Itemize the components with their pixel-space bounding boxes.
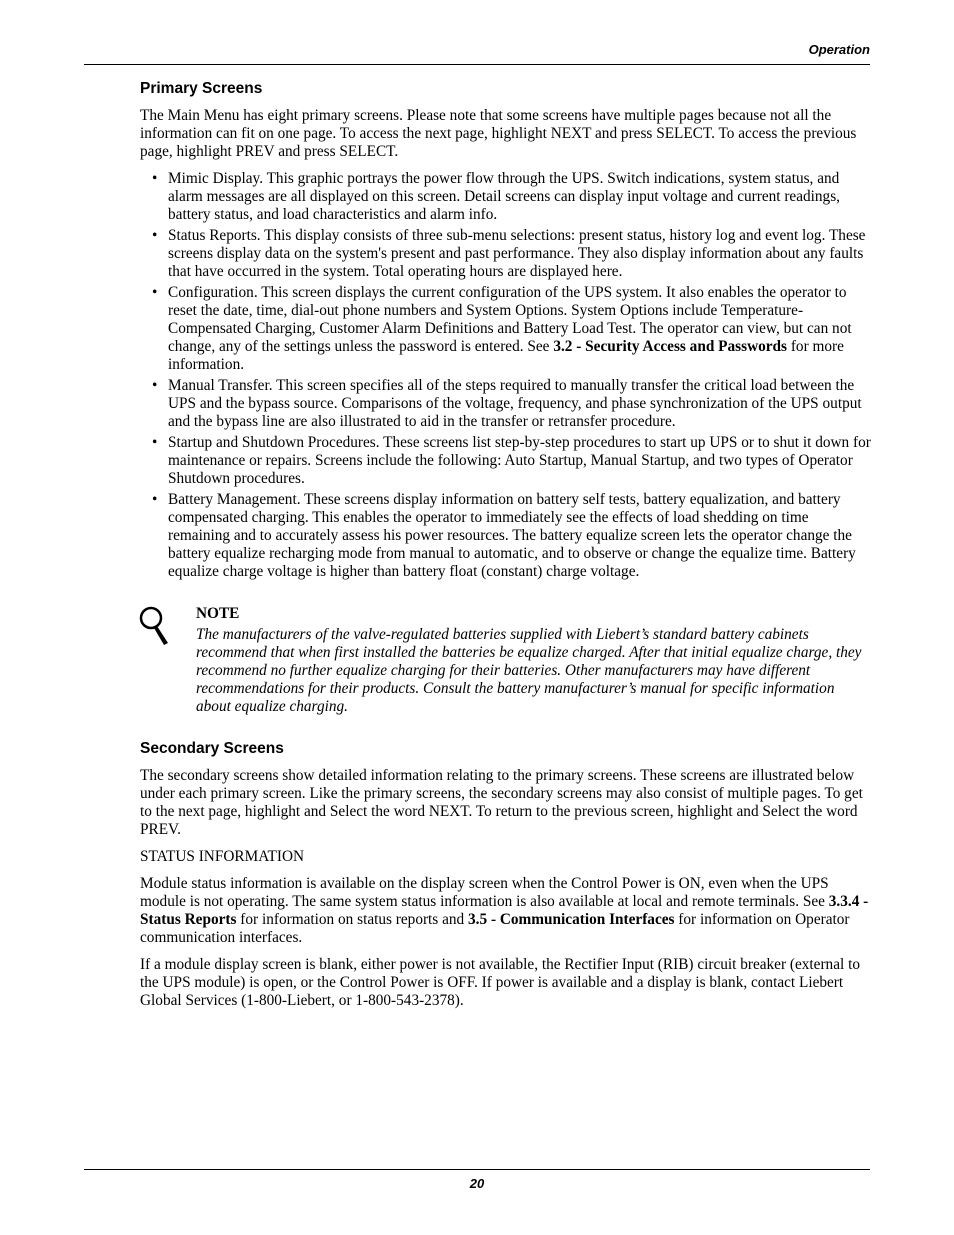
secondary-intro: The secondary screens show detailed information relating to the primary screens. These screens are illustrated below under each primary screen. Like the primary screens, the secondary screens may also consist of multiple pages. To get to the next page, highlight and Select the word NEXT. To return to the previous screen, highlight and Select the word PREV. <box>140 767 863 838</box>
running-header: Operation <box>808 42 870 57</box>
note-text: The manufacturers of the valve-regulated batteries supplied with Liebert’s standard battery cabinets recommend that when first installed the batteries be equalize charged. After that initial equalize charge, they recommend no further equalize charging for their batteries. Other manufacturers may have different recommendations for their products. Consult the battery manufacturer’s manual for specific information about equalize charging. <box>196 626 862 715</box>
list-item: • Manual Transfer. This screen specifies all of the steps required to manually transfer the critical load between the UPS and the bypass source. Comparisons of the voltage, frequency, and phase synchronization of the UPS output and the bypass line are also illustrated to aid in the transfer or retransfer procedure. <box>152 377 862 430</box>
list-item: • Battery Management. These screens display information on battery self tests, battery equalization, and battery compensated charging. This enables the operator to immediately see the effects of load shedding on time remaining and to accurately assess his power resources. The battery equalize screen lets the operator change the battery equalize recharging mode from manual to automatic, and to observe or change the equalize time. Battery equalize charge voltage is higher than battery float (constant) charge voltage. <box>152 491 856 580</box>
list-item: • Configuration. This screen displays the current configuration of the UPS system. It also enables the operator to reset the date, time, dial-out phone numbers and System Options. System Options include Temperature-Compensated Charging, Customer Alarm Definitions and Battery Load Test. The operator can view, but can not change, any of the settings unless the password is entered. See 3.2 - Security Access and Passwords for more information. <box>152 284 852 373</box>
note-box <box>140 605 872 716</box>
magnifier-icon <box>138 605 172 649</box>
header-rule <box>84 64 870 65</box>
primary-screens-heading: Primary Screens <box>140 80 263 97</box>
list-item: • Status Reports. This display consists of three sub-menu selections: present status, history log and event log. These screens display data on the system's present and past performance. They also display information about any faults that have occurred in the system. Total operating hours are displayed here. <box>152 227 866 280</box>
list-item: • Startup and Shutdown Procedures. These screens list step-by-step procedures to start up UPS or to shut it down for maintenance or repairs. Screens include the following: Auto Startup, Manual Startup, and two types of Operator Shutdown procedures. <box>152 434 871 487</box>
page-content <box>140 80 872 1019</box>
page-number: 20 <box>469 1176 485 1191</box>
status-paragraph-2: If a module display screen is blank, either power is not available, the Rectifier Input (RIB) circuit breaker (external to the UPS module) is open, or the Control Power is OFF. If power is available and a display is blank, contact Liebert Global Services (1-800-Liebert, or 1-800-543-2378). <box>140 956 860 1009</box>
list-item: • Mimic Display. This graphic portrays the power flow through the UPS. Switch indications, system status, and alarm messages are all displayed on this screen. Detail screens can display input voltage and current readings, battery status, and load characteristics and alarm info. <box>152 170 840 223</box>
primary-screens-list <box>140 170 872 581</box>
note-title: NOTE <box>196 605 240 622</box>
secondary-screens-heading: Secondary Screens <box>140 740 284 757</box>
footer-rule <box>84 1169 870 1170</box>
status-paragraph-1: Module status information is available on the display screen when the Control Power is ON, even when the UPS module is not operating. The same system status information is also available at local and remote terminals. See 3.3.4 - Status Reports for information on status reports and 3.5 - Communication Interfaces for information on Operator communication interfaces. <box>140 875 869 946</box>
status-reports-link[interactable]: 3.3.4 - Status Reports <box>140 893 869 928</box>
primary-intro: The Main Menu has eight primary screens. Please note that some screens have multiple pages because not all the information can fit on one page. To access the next page, highlight NEXT and press SELECT. To access the previous page, highlight PREV and press SELECT. <box>140 107 857 160</box>
security-access-link[interactable]: 3.2 - Security Access and Passwords <box>553 338 788 355</box>
status-information-label: STATUS INFORMATION <box>140 848 305 865</box>
communication-interfaces-link[interactable]: 3.5 - Communication Interfaces <box>468 911 675 928</box>
